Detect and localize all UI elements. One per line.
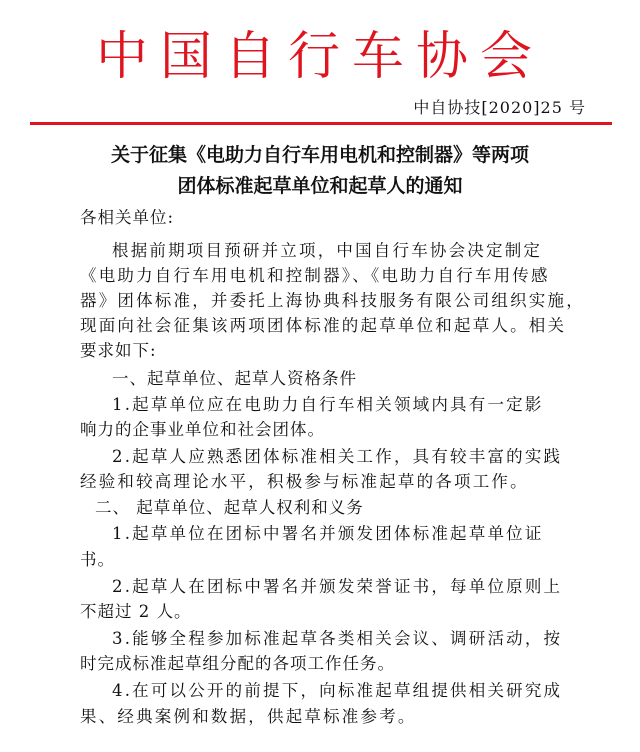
document-number: 中自协技[2020]25 号 <box>413 98 586 117</box>
header-rule <box>30 122 612 125</box>
notice-title-line-2: 团体标准起草单位和起草人的通知 <box>177 175 463 197</box>
body-line: 各相关单位: <box>80 208 175 227</box>
body-line: 响力的企事业单位和社会团体。 <box>80 420 325 439</box>
body-line: 4.在可以公开的前提下，向标准起草组提供相关研究成 <box>112 681 563 700</box>
body-line: 时完成标准起草组分配的各项工作任务。 <box>80 654 395 673</box>
body-line: 二、 起草单位、起草人权利和义务 <box>95 498 364 517</box>
body-line: 一、起草单位、起草人资格条件 <box>112 369 357 388</box>
body-line: 《电助力自行车用电机和控制器》、《电助力自行车用传感 <box>80 266 550 285</box>
body-line: 2.起草人应熟悉团体标准相关工作，具有较丰富的实践 <box>112 447 563 466</box>
body-line: 要求如下: <box>80 341 157 360</box>
body-line: 不超过 2 人。 <box>80 602 192 621</box>
body-line: 1.起草单位应在电助力自行车相关领域内具有一定影 <box>112 395 544 414</box>
body-line: 3.能够全程参加标准起草各类相关会议、调研活动，按 <box>112 629 563 648</box>
body-line: 果、经典案例和数据，供起草标准参考。 <box>80 707 417 726</box>
body-line: 根据前期项目预研并立项，中国自行车协会决定制定 <box>112 241 543 260</box>
body-line: 1.起草单位在团标中署名并颁发团体标准起草单位证 <box>112 524 544 543</box>
notice-title-line-1: 关于征集《电助力自行车用电机和控制器》等两项 <box>110 144 529 166</box>
body-line: 器》团体标准，并委托上海协典科技服务有限公司组织实施， <box>80 291 585 310</box>
body-line: 经验和较高理论水平，积极参与标准起草的各项工作。 <box>80 472 529 491</box>
body-line: 书。 <box>80 550 115 569</box>
body-line: 现面向社会征集该两项团体标准的起草单位和起草人。相关 <box>80 316 567 335</box>
org-header-title: 中国自行车协会 <box>95 27 544 87</box>
body-line: 2.起草人在团标中署名并颁发荣誉证书，每单位原则上 <box>112 577 563 596</box>
